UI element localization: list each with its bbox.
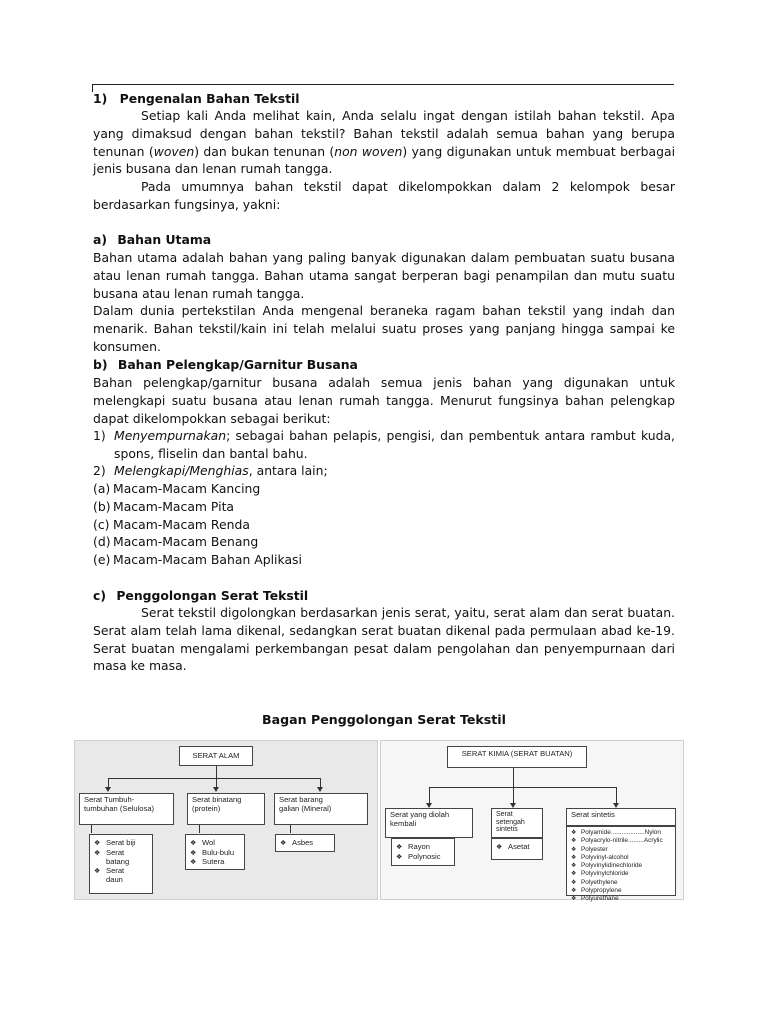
section-a-title: Bahan Utama bbox=[117, 232, 212, 247]
sublist-item bbox=[93, 498, 675, 516]
sublist-item-num: (d) bbox=[93, 534, 111, 549]
category-line: galian (Mineral) bbox=[279, 803, 332, 813]
list-item-2-italic: Melengkapi/Menghias bbox=[114, 463, 249, 478]
bullet-icon: ❖ bbox=[396, 853, 403, 861]
section-a-heading bbox=[93, 231, 675, 249]
list-item-2-text: , antara lain; bbox=[248, 463, 328, 478]
list-item: ❖ Polypropylene bbox=[571, 887, 622, 895]
category-line: Serat binatang bbox=[192, 795, 242, 804]
category-box bbox=[79, 793, 174, 825]
category-line: (protein) bbox=[192, 803, 221, 813]
bullet-icon: ❖ bbox=[396, 844, 403, 851]
section1-p1-part-a: Setiap kali Anda melihat kain, Anda selalu ingat dengan istilah bahan tekstil. Apa yang dimaksud dengan bahan tekstil? Bahan tekstil adalah semua bahan yang berupa tenunan ( bbox=[93, 108, 675, 159]
list-item-1-num: 1) bbox=[93, 428, 106, 443]
bullet-icon: ❖ bbox=[571, 863, 577, 870]
list-item: ❖ Sutera bbox=[190, 857, 225, 867]
list-item: ❖ Wol bbox=[190, 838, 215, 847]
category-box bbox=[385, 808, 473, 838]
category-box bbox=[274, 793, 368, 825]
section-b-heading bbox=[93, 356, 675, 374]
list-item: ❖ Polyethylene bbox=[571, 878, 618, 886]
list-item-1-italic: Menyempurnakan bbox=[114, 428, 227, 443]
sublist-item-text: Macam-Macam Renda bbox=[113, 517, 250, 532]
section-a-paragraph2: Dalam dunia pertekstilan Anda mengenal beraneka ragam bahan tekstil yang indah dan menarik. Bahan tekstil/kain ini telah melalui suatu proses yang panjang hingga sampai ke konsumen. bbox=[93, 303, 675, 354]
list-item: ❖ Bulu-bulu bbox=[190, 847, 235, 857]
figure-caption: Bagan Penggolongan Serat Tekstil bbox=[262, 712, 506, 727]
diagram-root-box: SERAT ALAM bbox=[179, 746, 253, 766]
item-list-box bbox=[89, 834, 153, 894]
category-line: tumbuhan (Selulosa) bbox=[84, 803, 155, 813]
section1-paragraph2: Pada umumnya bahan tekstil dapat dikelompokkan dalam 2 kelompok besar berdasarkan fungsinya, yakni: bbox=[93, 179, 675, 212]
bullet-icon: ❖ bbox=[571, 896, 577, 903]
bullet-icon: ❖ bbox=[280, 840, 287, 847]
list-item-1-text: ; sebagai bahan pelapis, pengisi, dan pembentuk antara rambut kuda, spons, fliselin dan bantal bahu. bbox=[114, 428, 675, 461]
list-item: ❖ Asetat bbox=[496, 842, 530, 851]
section-a-paragraph1: Bahan utama adalah bahan yang paling banyak digunakan dalam pembuatan suatu busana atau lenan rumah tangga. Bahan utama sangat berperan bagi penampilan dan mutu suatu busana atau lenan rumah tangga. bbox=[93, 250, 675, 301]
list-item: ❖ Polyurethane bbox=[571, 895, 619, 903]
category-box bbox=[491, 808, 543, 838]
list-item: ❖ Rayon bbox=[396, 842, 430, 851]
list-item-1 bbox=[93, 427, 675, 463]
section1-title: Pengenalan Bahan Tekstil bbox=[119, 91, 300, 106]
bullet-icon: ❖ bbox=[571, 888, 577, 895]
section-c-title: Penggolongan Serat Tekstil bbox=[116, 588, 309, 603]
bullet-icon: ❖ bbox=[190, 840, 197, 847]
list-item: ❖ Asbes bbox=[280, 838, 314, 847]
section1-nonwoven: non woven bbox=[334, 143, 403, 159]
item-list-box bbox=[566, 826, 676, 903]
list-item: batang bbox=[106, 857, 130, 867]
category-line: Serat bbox=[496, 811, 513, 818]
section-c-paragraph1: Serat tekstil digolongkan berdasarkan jenis serat, yaitu, serat alam dan serat buatan. Serat alam telah lama dikenal, sedangkan serat buatan dikenal pada permulaan abad ke-19. Serat buatan mengalami perkembangan pesat dalam pengolahan dan penyempurnaan dari masa ke masa. bbox=[93, 605, 675, 674]
top-rule bbox=[92, 84, 674, 85]
bullet-icon: ❖ bbox=[94, 849, 101, 857]
item-list-box bbox=[275, 834, 335, 852]
list-item: ❖ Polyester bbox=[571, 845, 608, 853]
bullet-icon: ❖ bbox=[571, 846, 577, 853]
bullet-icon: ❖ bbox=[94, 867, 101, 875]
sublist-item-text: Macam-Macam Kancing bbox=[113, 481, 261, 496]
list-item: ❖ Serat biji bbox=[94, 838, 136, 847]
section-b-paragraph1: Bahan pelengkap/garnitur busana adalah semua jenis bahan yang digunakan untuk melengkapi suatu busana atau lenan rumah tangga. Menurut fungsinya bahan pelengkap dapat dikelompokkan sebagai berikut: bbox=[93, 375, 675, 426]
diagram-serat-kimia bbox=[380, 740, 684, 903]
sublist-item-text: Macam-Macam Benang bbox=[113, 534, 259, 549]
bullet-icon: ❖ bbox=[190, 859, 197, 867]
bullet-icon: ❖ bbox=[190, 849, 197, 857]
sublist-item-num: (b) bbox=[93, 499, 111, 514]
sublist-item bbox=[93, 480, 675, 498]
list-item: ❖ Polyamide...................Nylon bbox=[571, 829, 661, 836]
section1-woven: woven bbox=[153, 143, 195, 159]
section-c-num: c) bbox=[93, 588, 107, 603]
category-box bbox=[187, 793, 265, 825]
sublist-item-num: (c) bbox=[93, 517, 110, 532]
list-item: ❖ Polyvinylidinechloride bbox=[571, 862, 643, 870]
bullet-icon: ❖ bbox=[496, 844, 503, 851]
section1-paragraph1 bbox=[93, 107, 675, 178]
list-item: ❖ Polyacrylo-nitrile.........Acrylic bbox=[571, 837, 663, 845]
list-item: ❖ Serat bbox=[94, 865, 125, 875]
section1-heading bbox=[93, 90, 675, 108]
bullet-icon: ❖ bbox=[571, 830, 577, 836]
sublist-item-num: (a) bbox=[93, 481, 111, 496]
bullet-icon: ❖ bbox=[571, 879, 577, 886]
section-b-num: b) bbox=[93, 357, 108, 372]
category-line: Serat barang bbox=[279, 795, 323, 804]
category-line: sintetis bbox=[496, 826, 518, 834]
sublist-item-text: Macam-Macam Pita bbox=[113, 499, 235, 514]
sublist-item-text: Macam-Macam Bahan Aplikasi bbox=[113, 552, 302, 567]
diagram-root-box: SERAT KIMIA (SERAT BUATAN) bbox=[447, 746, 587, 768]
category-line: setengah bbox=[496, 818, 525, 826]
diagram-serat-alam bbox=[74, 740, 378, 900]
bullet-icon: ❖ bbox=[571, 854, 577, 861]
item-list-box bbox=[391, 838, 455, 866]
list-item: ❖ Serat bbox=[94, 847, 125, 857]
bullet-icon: ❖ bbox=[571, 871, 577, 878]
bullet-icon: ❖ bbox=[94, 840, 101, 847]
sublist-item bbox=[93, 533, 675, 551]
section-b-title: Bahan Pelengkap/Garnitur Busana bbox=[117, 357, 358, 372]
section1-p1-part-c: ) yang digunakan untuk membuat berbagai jenis busana dan lenan rumah tangga. bbox=[93, 143, 676, 177]
item-list-box bbox=[491, 838, 543, 860]
category-line: Serat Tumbuh- bbox=[84, 795, 135, 804]
section-c-heading bbox=[93, 587, 675, 605]
category-line: Serat sintetis bbox=[571, 810, 615, 819]
sublist-item bbox=[93, 516, 675, 534]
section1-num: 1) bbox=[93, 91, 108, 106]
category-line: Serat yang diolah bbox=[390, 810, 450, 819]
category-box bbox=[566, 808, 676, 826]
list-item: ❖ Polynosic bbox=[396, 851, 441, 861]
list-item: ❖ Polyvinylchloride bbox=[571, 870, 629, 878]
list-item-2-num: 2) bbox=[93, 463, 106, 478]
category-line: kembali bbox=[390, 818, 417, 828]
sublist-item-num: (e) bbox=[93, 552, 111, 567]
sublist-item bbox=[93, 551, 675, 569]
item-list-box bbox=[185, 834, 245, 870]
section-a-num: a) bbox=[93, 232, 108, 247]
list-item-2 bbox=[93, 462, 675, 480]
list-item: daun bbox=[106, 875, 123, 885]
section1-p1-part-b: ) dan bukan tenunan ( bbox=[194, 143, 335, 159]
list-item: ❖ Polyvinyl-alcohol bbox=[571, 853, 629, 861]
bullet-icon: ❖ bbox=[571, 838, 577, 845]
